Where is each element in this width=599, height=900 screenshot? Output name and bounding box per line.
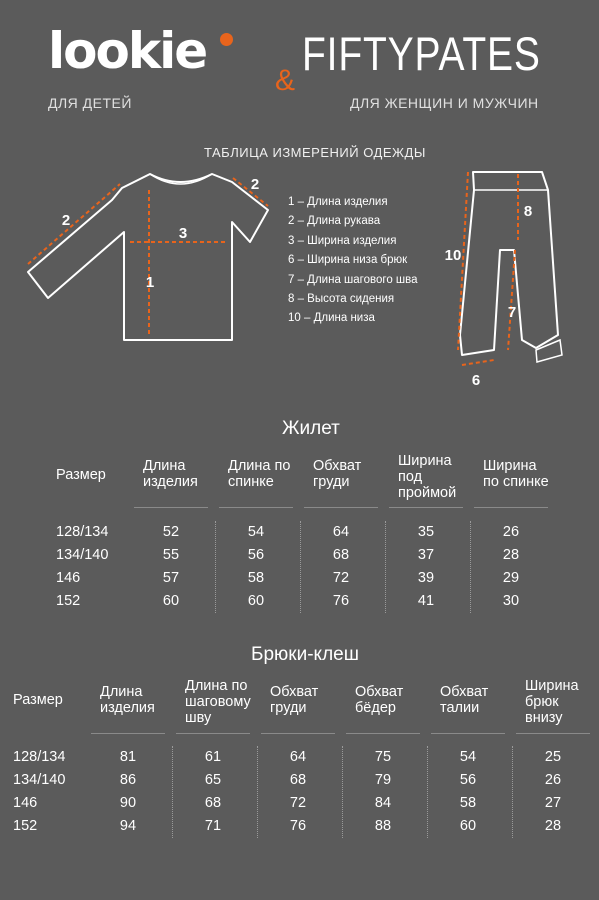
value-cell: 71 (204, 818, 222, 834)
column-divider (342, 746, 343, 838)
legend-item: 7 – Длина шагового шва (288, 273, 418, 286)
legend-item: 2 – Длина рукава (288, 215, 381, 228)
value-cell: 94 (119, 818, 137, 834)
value-cell: 60 (162, 593, 180, 609)
label-2b: 2 (250, 176, 260, 193)
fiftypates-logo: FIFTYPATES (302, 27, 541, 80)
header-pants-2: Длина по шаговому шву (185, 678, 251, 726)
header-underline (219, 507, 293, 508)
value-cell: 76 (289, 818, 307, 834)
value-cell: 81 (119, 749, 137, 765)
value-cell: 52 (162, 524, 180, 540)
value-cell: 58 (247, 570, 265, 586)
lookie-logo: lookie (48, 22, 207, 80)
label-7: 7 (507, 304, 517, 321)
header-vest-5: Ширина по спинке (483, 458, 549, 490)
right-tagline: ДЛЯ ЖЕНЩИН И МУЖЧИН (350, 95, 539, 111)
pants-title: Брюки-клеш (251, 644, 359, 665)
value-cell: 26 (544, 772, 562, 788)
value-cell: 30 (502, 593, 520, 609)
size-cell: 152 (13, 818, 38, 834)
value-cell: 68 (289, 772, 307, 788)
ampersand: & (275, 64, 296, 97)
column-divider (512, 746, 513, 838)
header-underline (516, 733, 590, 734)
column-divider (385, 521, 386, 613)
header-underline (176, 733, 250, 734)
header-pants-1: Длина изделия (100, 684, 155, 716)
header-vest-2: Длина по спинке (228, 458, 291, 490)
column-divider (300, 521, 301, 613)
value-cell: 28 (502, 547, 520, 563)
value-cell: 27 (544, 795, 562, 811)
value-cell: 76 (332, 593, 350, 609)
column-divider (172, 746, 173, 838)
header-underline (474, 507, 548, 508)
legend-item: 3 – Ширина изделия (288, 234, 397, 247)
header-pants-0: Размер (13, 692, 63, 708)
column-divider (257, 746, 258, 838)
size-cell: 128/134 (56, 524, 109, 540)
label-6: 6 (471, 372, 481, 389)
size-cell: 134/140 (56, 547, 109, 563)
vest-title: Жилет (282, 418, 340, 439)
size-cell: 146 (13, 795, 38, 811)
label-1: 1 (145, 274, 155, 291)
value-cell: 64 (332, 524, 350, 540)
value-cell: 79 (374, 772, 392, 788)
value-cell: 56 (459, 772, 477, 788)
left-tagline: ДЛЯ ДЕТЕЙ (48, 95, 132, 111)
value-cell: 29 (502, 570, 520, 586)
header-pants-3: Обхват груди (270, 684, 319, 716)
header-underline (91, 733, 165, 734)
label-2a: 2 (61, 212, 71, 229)
header-vest-1: Длина изделия (143, 458, 198, 490)
value-cell: 75 (374, 749, 392, 765)
column-divider (215, 521, 216, 613)
value-cell: 90 (119, 795, 137, 811)
measurement-legend (288, 193, 418, 329)
value-cell: 65 (204, 772, 222, 788)
legend-item: 10 – Длина низа (288, 312, 375, 325)
value-cell: 84 (374, 795, 392, 811)
value-cell: 55 (162, 547, 180, 563)
size-cell: 134/140 (13, 772, 66, 788)
value-cell: 60 (247, 593, 265, 609)
value-cell: 37 (417, 547, 435, 563)
header-underline (431, 733, 505, 734)
value-cell: 57 (162, 570, 180, 586)
column-divider (427, 746, 428, 838)
value-cell: 56 (247, 547, 265, 563)
header-vest-3: Обхват груди (313, 458, 362, 490)
size-cell: 128/134 (13, 749, 66, 765)
header-underline (304, 507, 378, 508)
header-vest-0: Размер (56, 467, 106, 483)
value-cell: 60 (459, 818, 477, 834)
value-cell: 58 (459, 795, 477, 811)
legend-item: 8 – Высота сидения (288, 293, 395, 306)
size-cell: 146 (56, 570, 81, 586)
label-3: 3 (178, 225, 188, 242)
label-10: 10 (444, 247, 462, 264)
size-cell: 152 (56, 593, 81, 609)
arrow-sleeve-left (28, 184, 120, 264)
value-cell: 72 (332, 570, 350, 586)
value-cell: 72 (289, 795, 307, 811)
logo-dot (220, 33, 233, 46)
header-pants-6: Ширина брюк внизу (525, 678, 579, 726)
header-underline (346, 733, 420, 734)
header-pants-5: Обхват талии (440, 684, 489, 716)
column-divider (470, 521, 471, 613)
value-cell: 68 (332, 547, 350, 563)
value-cell: 54 (247, 524, 265, 540)
value-cell: 39 (417, 570, 435, 586)
header-underline (261, 733, 335, 734)
arrow-hem-width (462, 360, 494, 365)
arrow-inseam (508, 250, 515, 350)
value-cell: 28 (544, 818, 562, 834)
value-cell: 41 (417, 593, 435, 609)
value-cell: 26 (502, 524, 520, 540)
value-cell: 25 (544, 749, 562, 765)
value-cell: 88 (374, 818, 392, 834)
value-cell: 35 (417, 524, 435, 540)
label-8: 8 (523, 203, 533, 220)
header-underline (134, 507, 208, 508)
measurement-table-title: ТАБЛИЦА ИЗМЕРЕНИЙ ОДЕЖДЫ (204, 145, 426, 160)
legend-item: 6 – Ширина низа брюк (288, 254, 408, 267)
header-vest-4: Ширина под проймой (398, 453, 457, 501)
header-pants-4: Обхват бёдер (355, 684, 404, 716)
value-cell: 86 (119, 772, 137, 788)
header-underline (389, 507, 463, 508)
value-cell: 54 (459, 749, 477, 765)
value-cell: 64 (289, 749, 307, 765)
value-cell: 68 (204, 795, 222, 811)
legend-item: 1 – Длина изделия (288, 196, 388, 208)
value-cell: 61 (204, 749, 222, 765)
